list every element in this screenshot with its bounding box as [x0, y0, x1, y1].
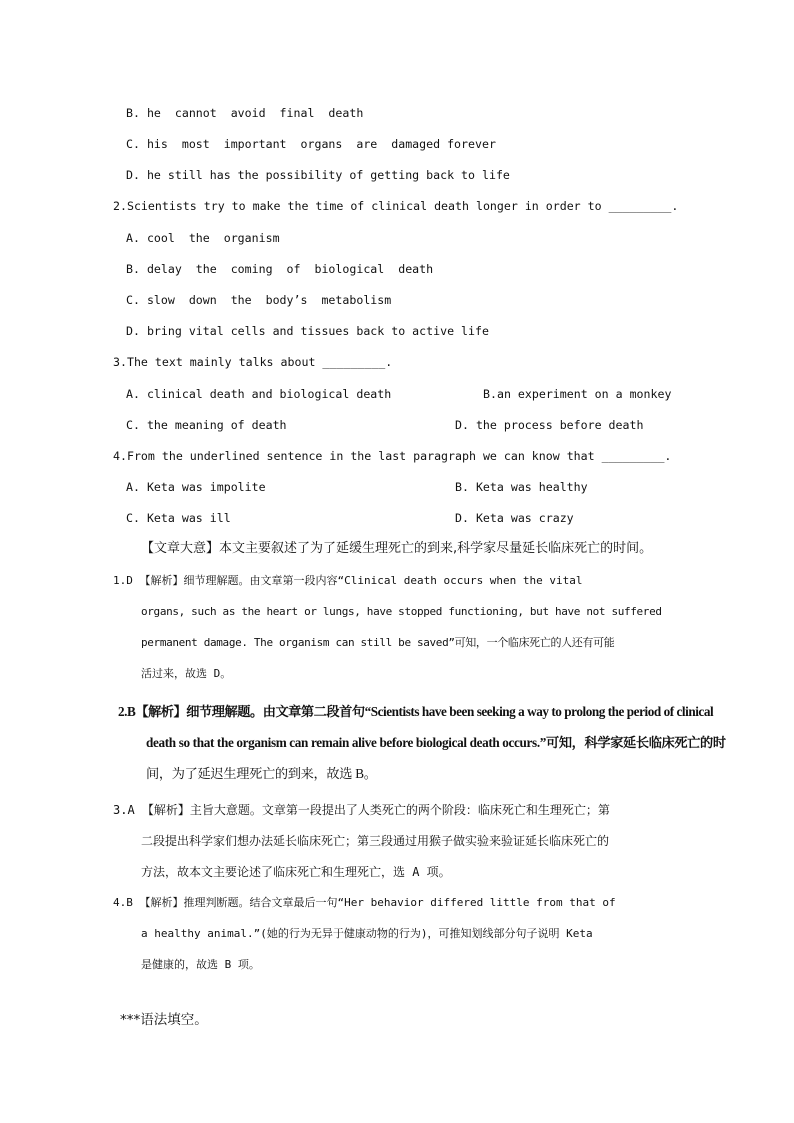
- answer-4-line-3: 是健康的，故选 B 项。: [141, 958, 260, 971]
- answer-2-line-3: 间，为了延迟生理死亡的到来，故选 B。: [146, 766, 377, 781]
- q4-option-b: B. Keta was healthy: [455, 480, 588, 494]
- q3-stem: 3.The text mainly talks about _________.: [113, 355, 393, 369]
- answer-2-line-2: death so that the organism can remain alive before biological death occurs.”可知，科学家延长临床死亡的时: [146, 735, 726, 750]
- article-summary: 【文章大意】本文主要叙述了为了延缓生理死亡的到来,科学家尽量延长临床死亡的时间。: [141, 541, 653, 556]
- q2-option-b: B. delay the coming of biological death: [126, 262, 434, 276]
- answer-3-line-2: 二段提出科学家们想办法延长临床死亡；第三段通过用猴子做实验来验证延长临床死亡的: [141, 834, 610, 848]
- q4-option-d: D. Keta was crazy: [455, 511, 574, 525]
- answer-1-line-3: permanent damage. The organism can still be saved”可知，一个临床死亡的人还有可能: [141, 636, 615, 649]
- answer-2-line-1: 2.B【解析】细节理解题。由文章第二段首句“Scientists have been seeking a way to prolong the period of clinical: [118, 704, 714, 719]
- answer-4-line-2: a healthy animal.”(她的行为无异于健康动物的行为)，可推知划线部分句子说明 Keta: [141, 927, 593, 940]
- q3-option-c: C. the meaning of death: [126, 418, 287, 432]
- q1-option-d: D. he still has the possibility of getting back to life: [126, 168, 510, 182]
- q3-option-a: A. clinical death and biological death: [126, 387, 392, 401]
- q2-option-d: D. bring vital cells and tissues back to active life: [126, 324, 489, 338]
- answer-3-line-3: 方法，故本文主要论述了临床死亡和生理死亡，选 A 项。: [141, 865, 451, 879]
- grammar-fill-heading: ***语法填空。: [120, 1012, 208, 1028]
- q1-option-b: B. he cannot avoid final death: [126, 106, 364, 120]
- q2-stem: 2.Scientists try to make the time of clinical death longer in order to _________.: [113, 199, 679, 213]
- q2-option-a: A. cool the organism: [126, 231, 280, 245]
- answer-1-line-2: organs, such as the heart or lungs, have stopped functioning, but have not suffered: [141, 605, 662, 618]
- q3-option-b: B.an experiment on a monkey: [483, 387, 672, 401]
- q2-option-c: C. slow down the body’s metabolism: [126, 293, 392, 307]
- q1-option-c: C. his most important organs are damaged forever: [126, 137, 496, 151]
- q3-option-d: D. the process before death: [455, 418, 644, 432]
- answer-1-line-4: 活过来，故选 D。: [141, 667, 232, 680]
- q4-stem: 4.From the underlined sentence in the last paragraph we can know that _________.: [113, 449, 672, 463]
- q4-option-c: C. Keta was ill: [126, 511, 231, 525]
- answer-4-line-1: 4.B 【解析】推理判断题。结合文章最后一句“Her behavior differed little from that of: [113, 896, 616, 909]
- answer-1-line-1: 1.D 【解析】细节理解题。由文章第一段内容“Clinical death occurs when the vital: [113, 574, 583, 587]
- q4-option-a: A. Keta was impolite: [126, 480, 266, 494]
- answer-3-line-1: 3.A 【解析】主旨大意题。文章第一段提出了人类死亡的两个阶段：临床死亡和生理死亡；第: [113, 803, 610, 817]
